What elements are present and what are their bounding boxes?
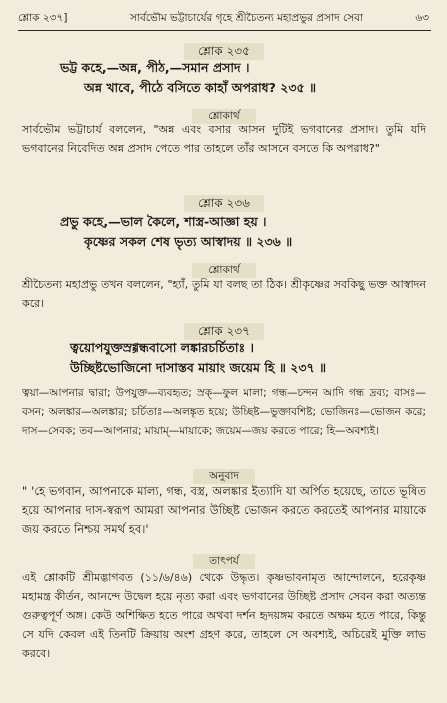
shloka-237-word-meanings: ত্বয়া—আপনার দ্বারা; উপযুক্ত—ব্যবহৃত; স্রক্—ফুল মালা; গন্ধ—চন্দন আদি গন্ধ দ্রব্য; বাসঃ—বসন; অলঙ্কার—অলঙ্কার; চর্চিতাঃ—অলঙ্কৃত হয়ে; উচ্ছিষ্ট—ভুক্তাবশিষ্ট; ভোজিনঃ—ভোজন করে; দাস—সেবক; তব—আপনার; মায়াম্—মায়াকে; জয়েম—জয় করতে পারে; হি—অবশ্যই। [22,387,426,437]
shloka-235-number: শ্লোক ২৩৫ [184,43,264,60]
shloka-236-line-2: কৃষ্ণের সকল শেষ ভৃত্য আস্বাদয় ॥ ২৩৬ ॥ [84,234,293,249]
shloka-237-translation-label-row [22,464,426,484]
shloka-236-translation-label: শ্লোকার্থ [192,263,255,278]
shloka-237-line-2: উচ্ছিষ্টভোজিনো দাসাস্তব মায়াং জয়েম হি ॥ ২৩৭ ॥ [70,360,327,375]
shloka-237-translation: " 'হে ভগবান, আপনাকে মাল্য, গন্ধ, বস্ত্র, অলঙ্কার ইত্যাদি যা অর্পিত হয়েছে, তাতে ভূষিত হয়ে আপনার দাস-স্বরূপ আমরা আপনার উচ্ছিষ্ট ভোজন করতে করতেই আপনার মায়াকে জয় করতে নিশ্চয় সমর্থ হব।' [22,484,426,536]
shloka-236-number: শ্লোক ২৩৬ [184,195,264,212]
shloka-236-verse [22,212,426,252]
shloka-235-translation: সার্বভৌম ভট্টাচার্য বললেন, "অন্ন এবং বসার আসন দুটিই ভগবানের প্রসাদ। তুমি যদি ভগবানের নিবেদিত অন্ন প্রসাদ পেতে পার তাহলে তাঁর আসনে বসতে কি অপরাধ?" [22,123,426,155]
shloka-237-purport-label: তাৎপর্য [193,554,255,569]
shloka-237-line-1: ত্বয়োপযুক্তস্রগ্গন্ধবাসো লঙ্কারচর্চিতাঃ । [70,340,254,355]
page-header [18,8,431,31]
header-page-number: ৬৩ [415,12,429,24]
shloka-235-line-1: ভট্ট কহে,—অন্ন, পীঠ,—সমান প্রসাদ । [60,60,250,75]
shloka-235-verse [22,58,426,98]
header-chapter-title: সার্বভৌম ভট্টাচার্যের গৃহে শ্রীচৈতন্য মহাপ্রভুর প্রসাদ সেবা [130,12,364,24]
shloka-237-purport: এই শ্লোকটি শ্রীমদ্ভাগবত (১১/৬/৪৬) থেকে উদ্ধৃত। কৃষ্ণভাবনামৃত আন্দোলনে, হরেকৃষ্ণ মহামন্ত্র কীর্তন, আনন্দে উদ্বেল হয়ে নৃত্য করা এবং ভগবানের উচ্ছিষ্ট প্রসাদ সেবন করা অত্যন্ত গুরুত্বপূর্ণ অঙ্গ। কেউ অশিক্ষিত হতে পারে অথবা দর্শন হৃদয়ঙ্গম করতে অক্ষম হতে পারে, কিন্তু সে যদি কেবল এই তিনটি ক্রিয়ায় অংশ গ্রহণ করে, তাহলে সে অবশ্যই, অচিরেই মুক্তি লাভ করবে। [22,571,426,660]
shloka-236-number-row [22,192,426,212]
shloka-237-verse [22,338,426,378]
shloka-237-translation-label: অনুবাদ [193,469,255,484]
shloka-235-translation-label: শ্লোকার্থ [192,109,255,124]
shloka-235-number-row [22,40,426,60]
shloka-235-line-2: অন্ন খাবে, পীঠে বসিতে কাহাঁ অপরাধ? ২৩৫ ॥ [84,80,317,95]
shloka-237-number-row [22,320,426,340]
header-verse-range: শ্লোক ২৩৭] [18,12,68,24]
shloka-236-translation: শ্রীচৈতন্য মহাপ্রভু তখন বললেন, "হ্যাঁ, তুমি যা বলছ তা ঠিক। শ্রীকৃষ্ণের সবকিছু ভক্ত আস্বাদন করে। [22,278,426,310]
shloka-237-purport-label-row [22,549,426,569]
shloka-236-line-1: প্রভু কহে,—ভাল কৈলে, শাস্ত্র-আজ্ঞা হয় । [60,214,267,229]
shloka-237-number: শ্লোক ২৩৭ [184,323,264,340]
